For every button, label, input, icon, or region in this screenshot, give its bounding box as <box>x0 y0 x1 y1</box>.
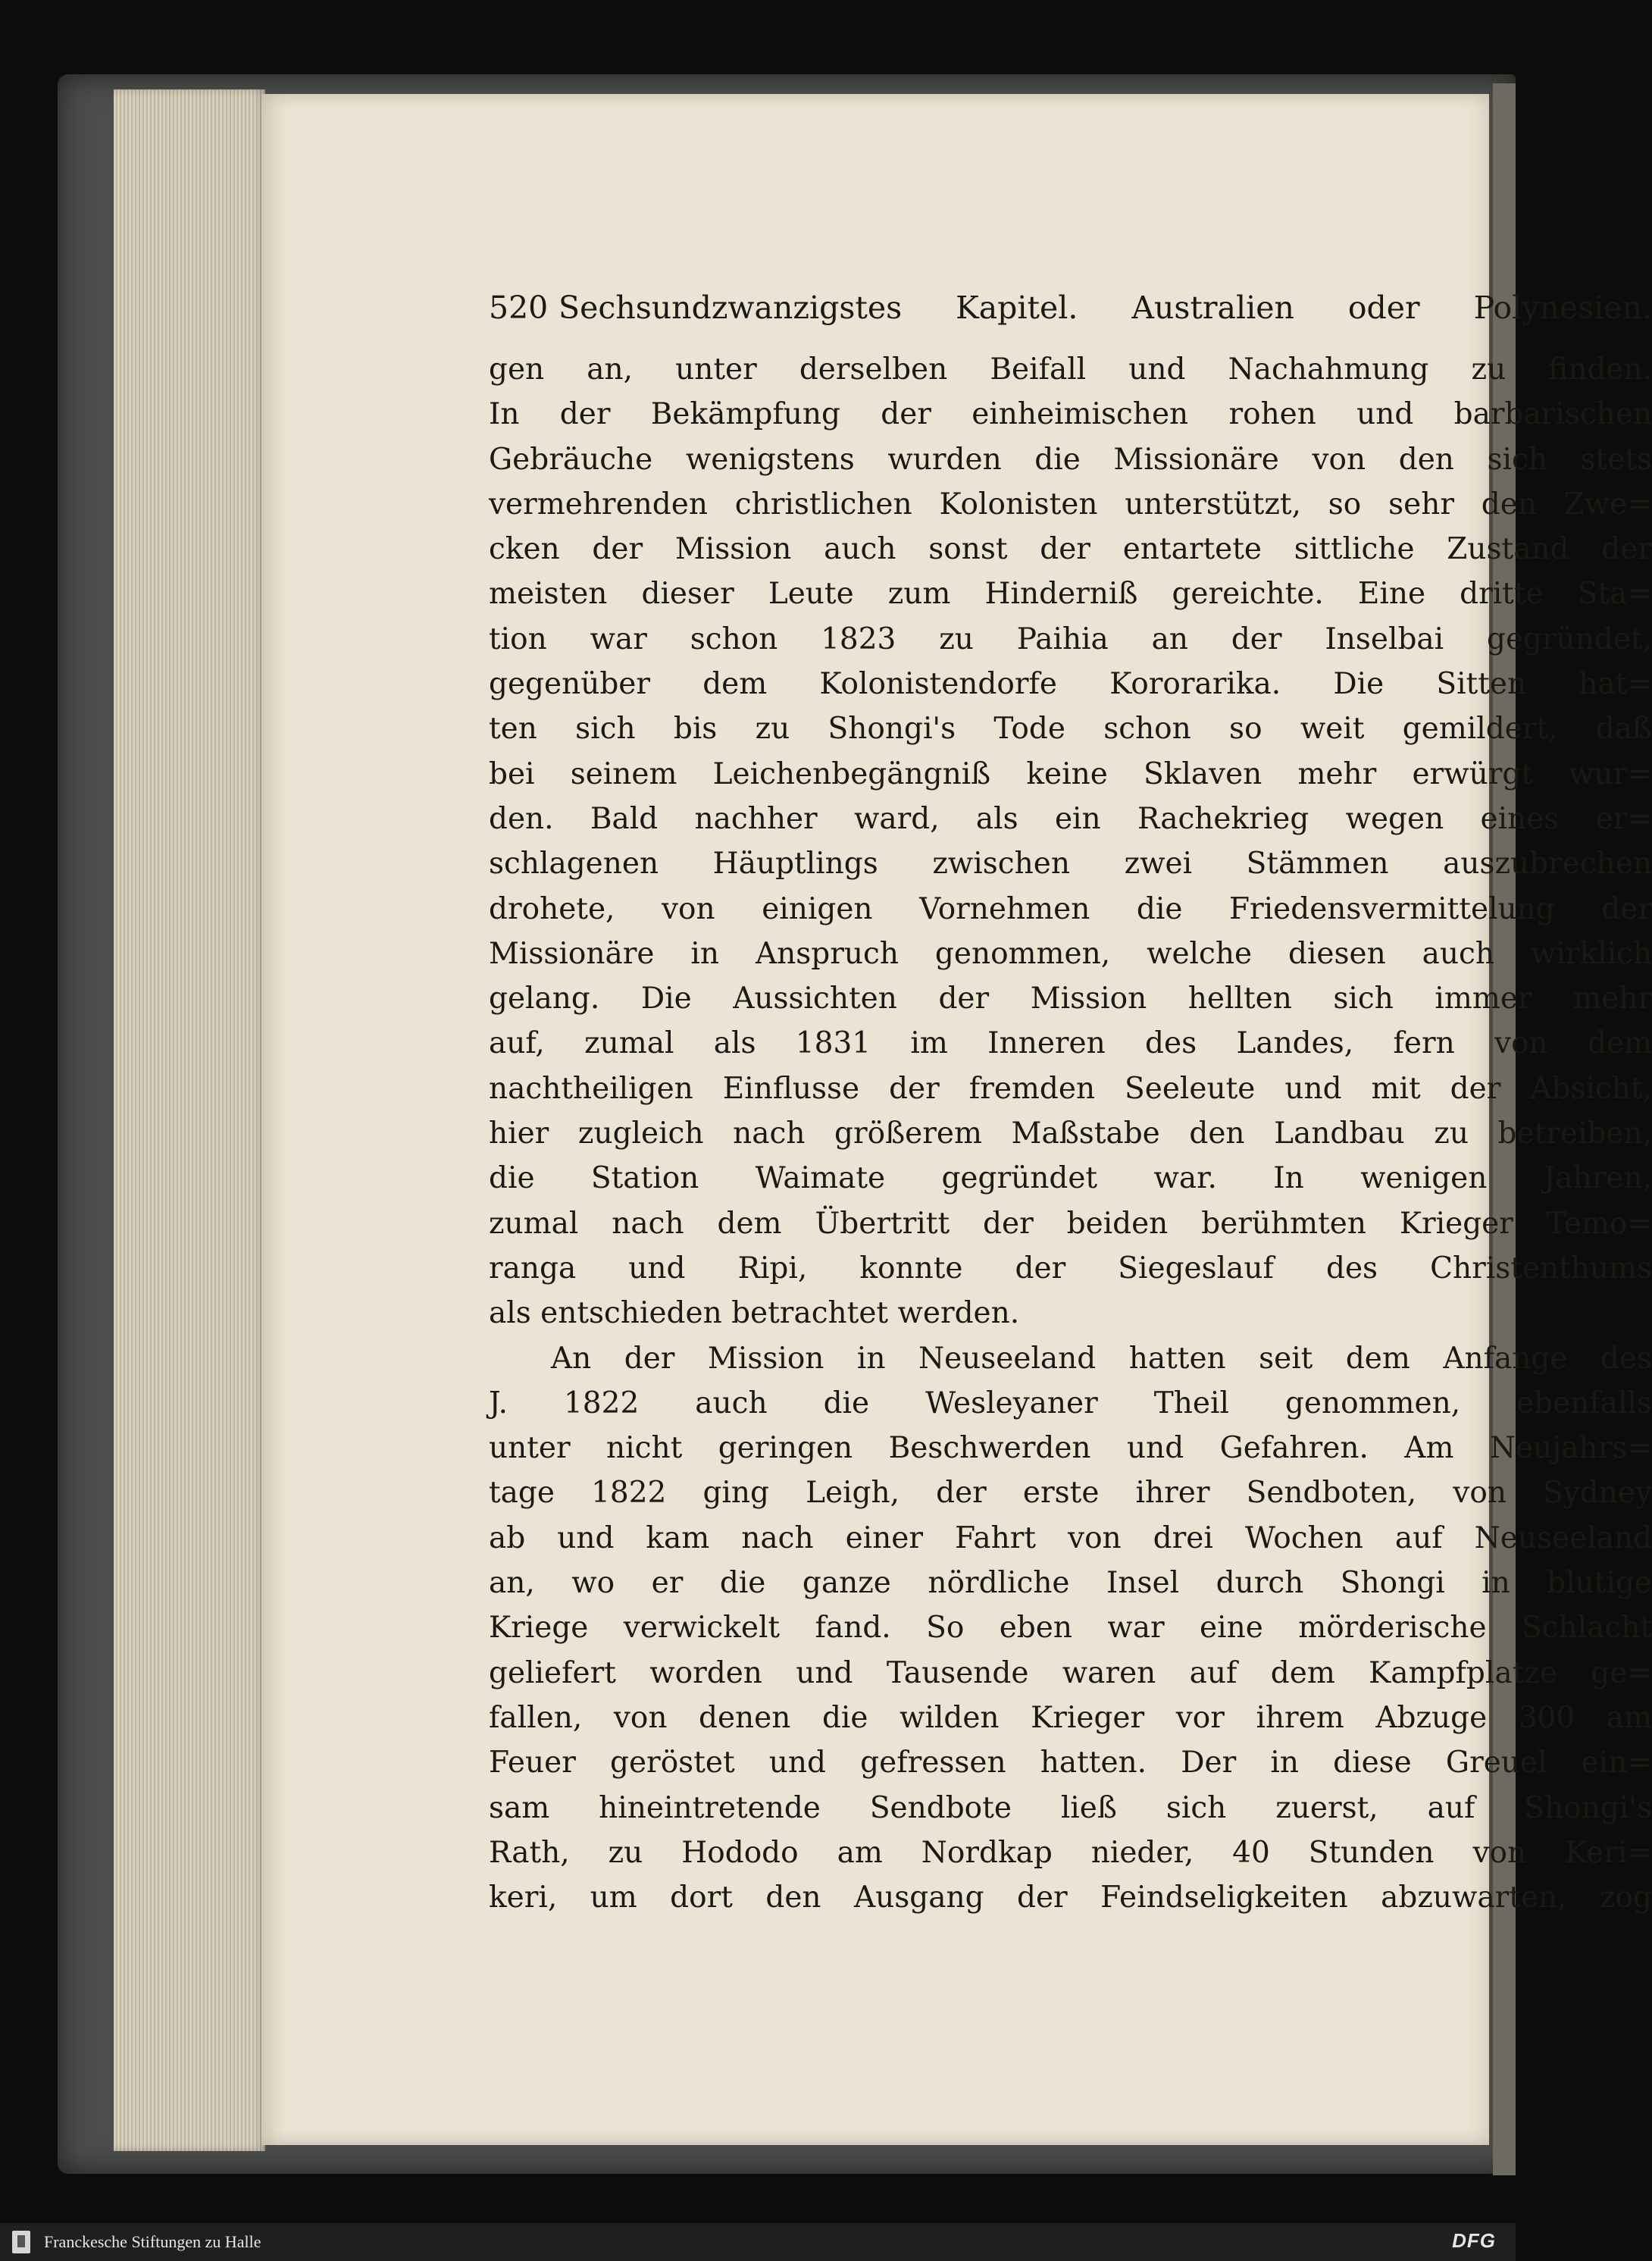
text-line: gelang. Die Aussichten der Mission hellten sich immer mehr <box>489 982 1652 1016</box>
text-line-paragraph-start: An der Mission in Neuseeland hatten seit dem Anfange des <box>551 1341 1652 1376</box>
text-line: Feuer geröstet und gefressen hatten. Der in diese Greuel ein= <box>489 1746 1652 1780</box>
text-line: schlagenen Häuptlings zwischen zwei Stämmen auszubrechen <box>489 847 1652 882</box>
text-line: unter nicht geringen Beschwerden und Gefahren. Am Neujahrs= <box>489 1431 1652 1466</box>
text-line: den. Bald nachher ward, als ein Rachekrieg wegen eines er= <box>489 801 1652 836</box>
dfg-logo: DFG <box>1452 2229 1496 2252</box>
text-line: gegenüber dem Kolonistendorfe Kororarika. Die Sitten hat= <box>489 667 1652 702</box>
text-line: Gebräuche wenigstens wurden die Missionäre von den sich stets <box>489 442 1652 477</box>
text-line: J. 1822 auch die Wesleyaner Theil genommen, ebenfalls <box>489 1386 1652 1420</box>
text-line: ab und kam nach einer Fahrt von drei Wochen auf Neuseeland <box>489 1520 1652 1555</box>
text-line: vermehrenden christlichen Kolonisten unterstützt, so sehr den Zwe= <box>489 487 1652 521</box>
text-line: geliefert worden und Tausende waren auf dem Kampfplatze ge= <box>489 1655 1652 1690</box>
text-line: die Station Waimate gegründet war. In wenigen Jahren, <box>489 1161 1652 1196</box>
text-line: bei seinem Leichenbegängniß keine Sklaven mehr erwürgt wur= <box>489 756 1652 791</box>
viewer-footer <box>0 2223 1516 2261</box>
text-line: gen an, unter derselben Beifall und Nachahmung zu finden. <box>489 352 1652 387</box>
text-line: keri, um dort den Ausgang der Feindseligkeiten abzuwarten, zog <box>489 1881 1652 1915</box>
text-line: tion war schon 1823 zu Paihia an der Inselbai gegründet, <box>489 622 1652 656</box>
text-line: Kriege verwickelt fand. So eben war eine mörderische Schlacht <box>489 1611 1652 1646</box>
text-line: Rath, zu Hododo am Nordkap nieder, 40 Stunden von Keri= <box>489 1835 1652 1870</box>
running-head-title: Sechsundzwanzigstes Kapitel. Australien oder Polynesien. <box>558 290 1652 326</box>
text-line: cken der Mission auch sonst der entartete sittliche Zustand der <box>489 532 1652 567</box>
text-line: hier zugleich nach größerem Maßstabe den Landbau zu betreiben, <box>489 1116 1652 1151</box>
text-line: ten sich bis zu Shongi's Tode schon so weit gemildert, daß <box>489 712 1652 747</box>
page-block-edges <box>114 89 265 2151</box>
text-line: sam hineintretende Sendbote ließ sich zuerst, auf Shongi's <box>489 1790 1652 1825</box>
institution-name: Franckesche Stiftungen zu Halle <box>44 2232 261 2251</box>
page-number: 520 <box>489 290 549 326</box>
text-line: auf, zumal als 1831 im Inneren des Landes, fern von dem <box>489 1026 1652 1061</box>
text-line: Missionäre in Anspruch genommen, welche diesen auch wirklich <box>489 936 1652 971</box>
institution-logo-icon <box>12 2231 30 2253</box>
text-line: ranga und Ripi, konnte der Siegeslauf des Christenthums <box>489 1251 1652 1286</box>
text-line-paragraph-end: als entschieden betrachtet werden. <box>489 1296 1020 1331</box>
text-line: an, wo er die ganze nördliche Insel durch Shongi in blutige <box>489 1566 1652 1601</box>
text-line: tage 1822 ging Leigh, der erste ihrer Sendboten, von Sydney <box>489 1476 1652 1511</box>
text-line: fallen, von denen die wilden Krieger vor ihrem Abzuge 300 am <box>489 1700 1652 1735</box>
body-text <box>489 347 1652 1920</box>
book-page <box>261 94 1652 2145</box>
text-line: drohete, von einigen Vornehmen die Friedensvermittelung der <box>489 891 1652 926</box>
text-line: zumal nach dem Übertritt der beiden berühmten Krieger Temo= <box>489 1206 1652 1241</box>
running-head <box>489 290 1652 335</box>
text-line: nachtheiligen Einflusse der fremden Seeleute und mit der Absicht, <box>489 1071 1652 1106</box>
text-line: In der Bekämpfung der einheimischen rohen und barbarischen <box>489 397 1652 432</box>
text-line: meisten dieser Leute zum Hinderniß gereichte. Eine dritte Sta= <box>489 577 1652 612</box>
